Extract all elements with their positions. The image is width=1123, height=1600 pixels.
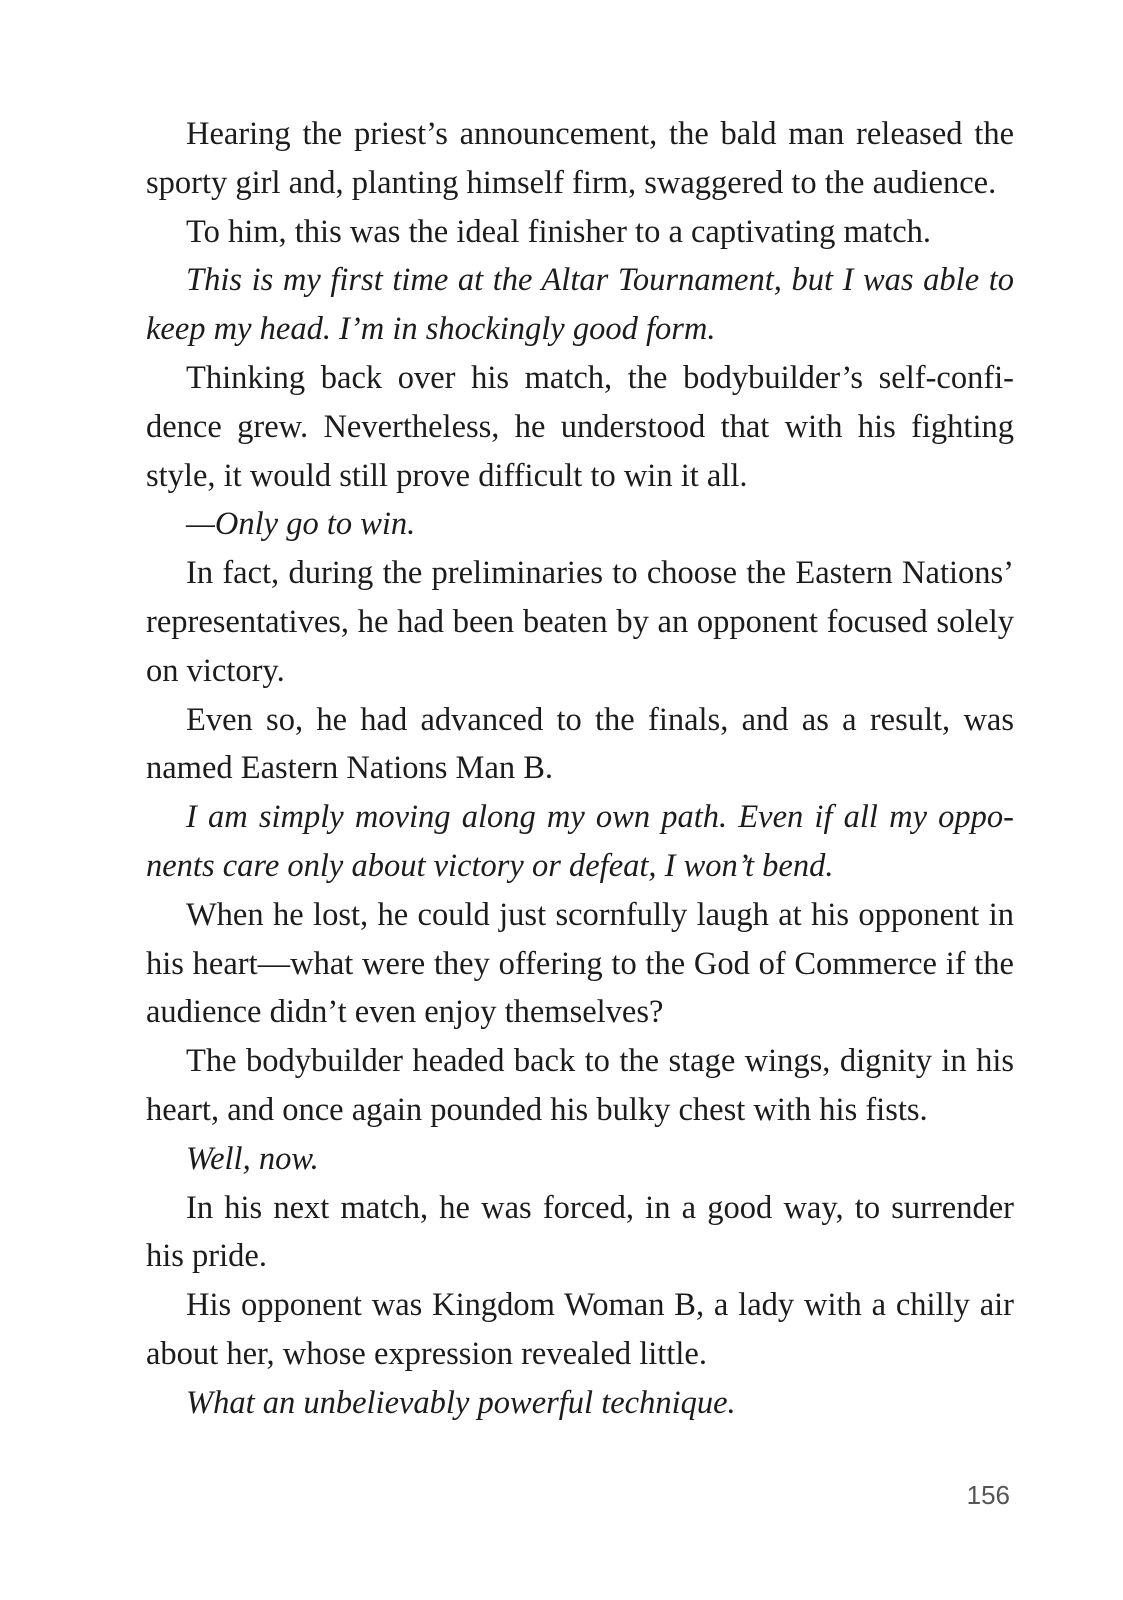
paragraph-italic: This is my first time at the Altar Tournament, but I was able to keep my head. I’m in shockingly good form. [146, 262, 1014, 348]
paragraph: The bodybuilder headed back to the stage wings, dignity in his heart, and once again pounded his bulky chest with his fists. [146, 1043, 1014, 1128]
paragraph: Thinking back over his match, the bodybuilder’s self-confidence grew. Nevertheless, he understood that with his fighting style, it would still prove difficult to win it all. [146, 359, 1014, 494]
body-text [146, 110, 1014, 1428]
page-number: 156 [966, 1480, 1010, 1510]
paragraph: When he lost, he could just scornfully laugh at his opponent in his heart—what were they offering to the God of Commerce if the audience didn’t even enjoy themselves? [146, 896, 1014, 1031]
paragraph: His opponent was Kingdom Woman B, a lady with a chilly air about her, whose expression revealed little. [146, 1287, 1014, 1372]
paragraph-italic: —Only go to win. [186, 506, 416, 543]
paragraph: Hearing the priest’s announcement, the bald man released the sporty girl and, planting himself firm, swaggered to the audience. [146, 116, 1014, 201]
paragraph-italic: Well, now. [186, 1140, 319, 1177]
paragraph: Even so, he had advanced to the finals, and as a result, was named Eastern Nations Man B. [146, 701, 1014, 787]
paragraph-italic: What an unbelievably powerful technique. [186, 1384, 736, 1421]
paragraph: In fact, during the preliminaries to choose the Eastern Nations’ representatives, he had been beaten by an opponent focused solely on victory. [146, 555, 1014, 689]
paragraph: In his next match, he was forced, in a good way, to surrender his pride. [146, 1189, 1014, 1275]
paragraph-italic: I am simply moving along my own path. Even if all my opponents care only about victory or defeat, I won’t bend. [146, 799, 1014, 884]
paragraph: To him, this was the ideal finisher to a captivating match. [186, 213, 932, 250]
